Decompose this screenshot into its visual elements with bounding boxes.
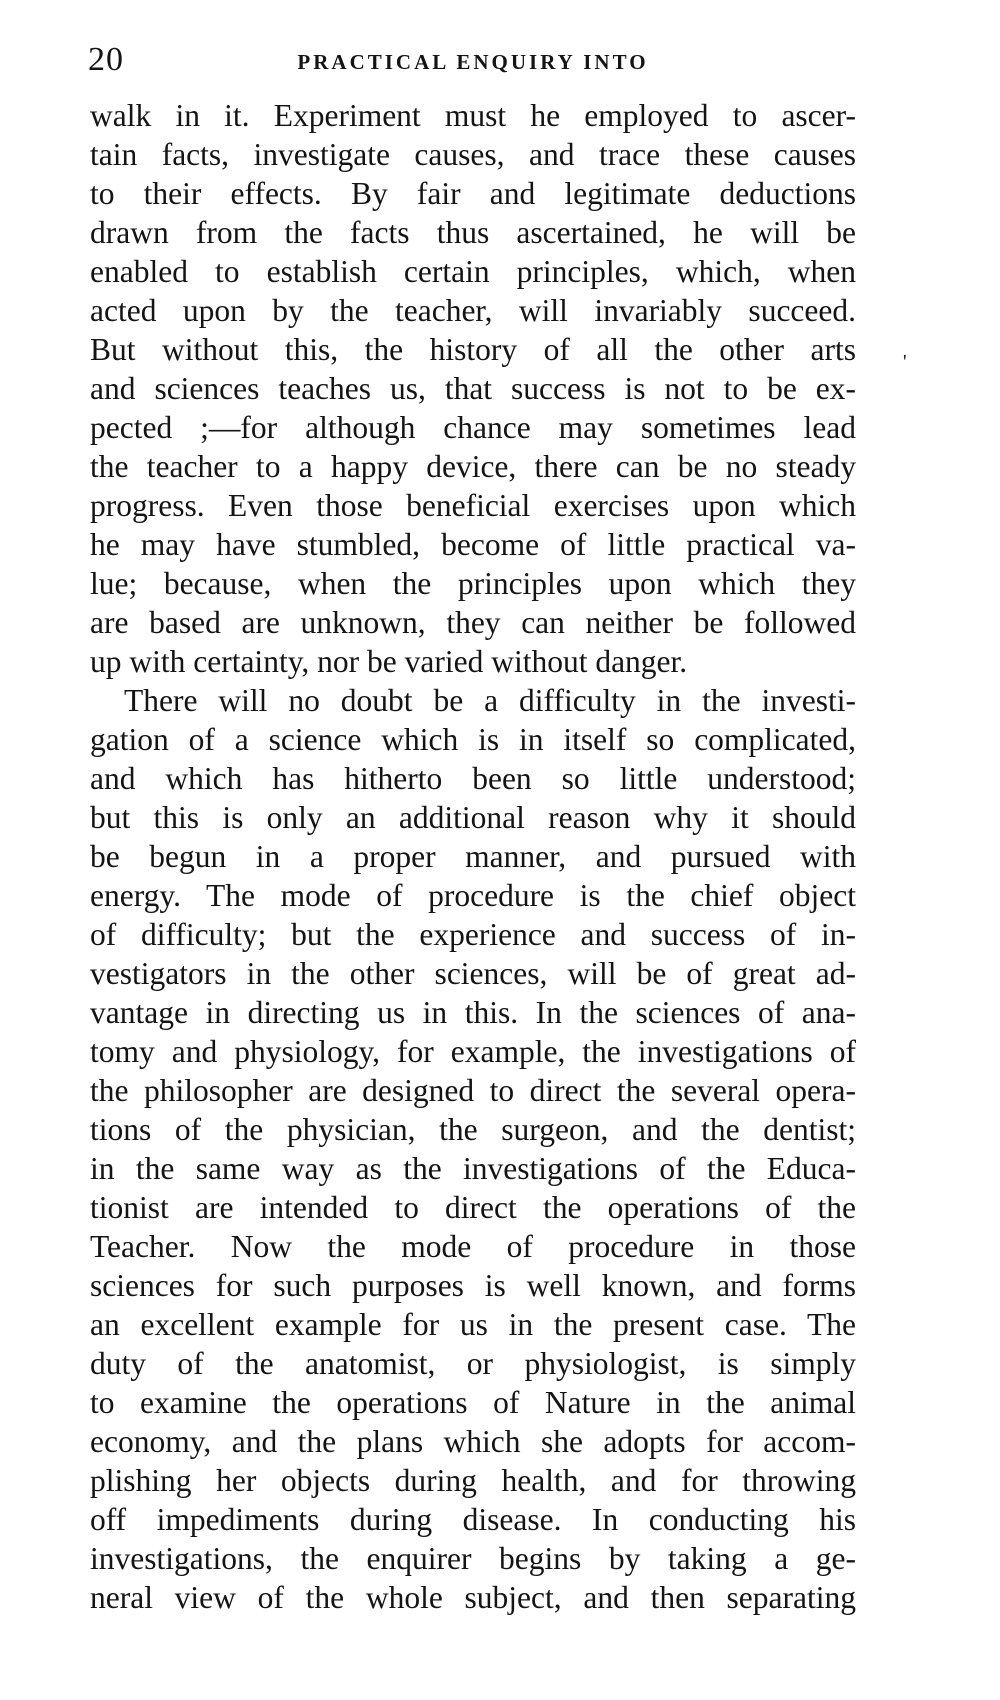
text-line: of difficulty; but the experience and success of in-: [90, 917, 856, 952]
text-line: tionist are intended to direct the operations of the: [90, 1190, 856, 1225]
text-line: But without this, the history of all the other arts: [90, 332, 856, 367]
text-line: in the same way as the investigations of the Educa-: [90, 1151, 856, 1186]
text-line: vantage in directing us in this. In the sciences of ana-: [90, 995, 856, 1030]
text-line: be begun in a proper manner, and pursued with: [90, 839, 856, 874]
text-line: vestigators in the other sciences, will be of great ad-: [90, 956, 856, 991]
text-line: and which has hitherto been so little understood;: [90, 761, 856, 796]
text-line: to their effects. By fair and legitimate deductions: [90, 176, 856, 211]
text-line: acted upon by the teacher, will invariably succeed.: [90, 293, 856, 328]
text-line: sciences for such purposes is well known, and forms: [90, 1268, 856, 1303]
paragraph-1: [90, 96, 856, 681]
paragraph-2: [90, 681, 856, 1617]
text-line: tions of the physician, the surgeon, and the dentist;: [90, 1112, 856, 1147]
text-line: Teacher. Now the mode of procedure in those: [90, 1229, 856, 1264]
text-line: the philosopher are designed to direct the several opera-: [90, 1073, 856, 1108]
text-line: he may have stumbled, become of little practical va-: [90, 527, 856, 562]
body-text: [90, 96, 856, 1617]
text-line: tain facts, investigate causes, and trace these causes: [90, 137, 856, 172]
page-number: 20: [88, 41, 124, 78]
text-line: to examine the operations of Nature in the animal: [90, 1385, 856, 1420]
text-line: lue; because, when the principles upon which they: [90, 566, 856, 601]
text-line: economy, and the plans which she adopts for accom-: [90, 1424, 856, 1459]
text-line: drawn from the facts thus ascertained, he will be: [90, 215, 856, 250]
text-line: energy. The mode of procedure is the chief object: [90, 878, 856, 913]
text-line: investigations, the enquirer begins by taking a ge-: [90, 1541, 856, 1576]
text-line: the teacher to a happy device, there can be no steady: [90, 449, 856, 484]
text-line: are based are unknown, they can neither be followed: [90, 605, 856, 640]
text-line: pected ;—for although chance may sometimes lead: [90, 410, 856, 445]
text-line: progress. Even those beneficial exercises upon which: [90, 488, 856, 523]
text-line: plishing her objects during health, and for throwing: [90, 1463, 856, 1498]
text-line: off impediments during disease. In conducting his: [90, 1502, 856, 1537]
text-line: duty of the anatomist, or physiologist, is simply: [90, 1346, 856, 1381]
text-line: tomy and physiology, for example, the investigations of: [90, 1034, 856, 1069]
text-line: walk in it. Experiment must he employed to ascer-: [90, 98, 856, 133]
text-line: and sciences teaches us, that success is not to be ex-: [90, 371, 856, 406]
running-title: PRACTICAL ENQUIRY INTO: [297, 50, 649, 74]
margin-mark: ': [903, 351, 907, 373]
text-line: gation of a science which is in itself so complicated,: [90, 722, 856, 757]
text-line: There will no doubt be a difficulty in the investi-: [124, 683, 856, 718]
text-line: but this is only an additional reason why it should: [90, 800, 856, 835]
text-line: neral view of the whole subject, and then separating: [90, 1580, 856, 1615]
text-line: up with certainty, nor be varied without danger.: [90, 644, 688, 679]
page-header: [88, 40, 858, 90]
text-line: enabled to establish certain principles, which, when: [90, 254, 856, 289]
text-line: an excellent example for us in the present case. The: [90, 1307, 856, 1342]
